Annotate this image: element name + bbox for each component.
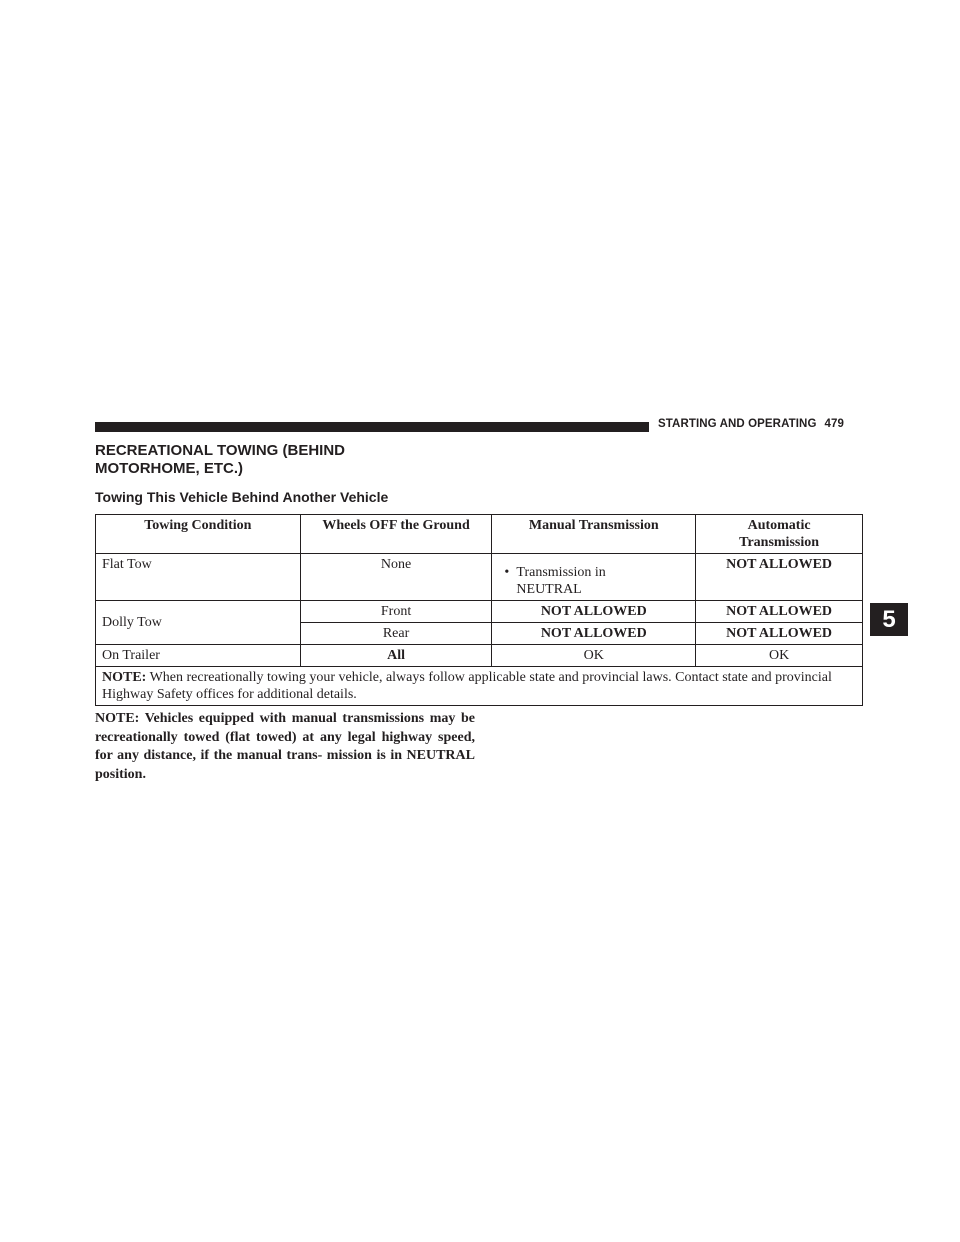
- cell-trailer-condition: On Trailer: [96, 645, 301, 667]
- subsection-title: Towing This Vehicle Behind Another Vehicle: [95, 489, 389, 505]
- table-note-label: NOTE:: [102, 670, 147, 685]
- running-header: [658, 418, 844, 430]
- section-title-line-2: MOTORHOME, ETC.): [95, 460, 244, 477]
- table-header-row: [96, 515, 863, 554]
- header-wheels-off-ground: Wheels OFF the Ground: [300, 515, 492, 554]
- cell-trailer-manual: OK: [492, 645, 696, 667]
- header-automatic-transmission: [696, 515, 863, 554]
- manual-transmission-note: NOTE: Vehicles equipped with manual transmissions may be recreationally towed (flat towed) at any legal highway speed, for any distance, if the manual trans- mission is in NEUTRAL position.: [95, 711, 475, 782]
- towing-table: [95, 514, 863, 706]
- header-automatic-line-1: Automatic: [747, 518, 811, 533]
- cell-table-note: [96, 667, 863, 706]
- table-note-text: When recreationally towing your vehicle, always follow applicable state and provincial laws. Contact state and provincial Highway Safety offices for additional details.: [102, 670, 832, 702]
- table-row-flat-tow: [96, 554, 863, 601]
- cell-dolly-rear-manual: NOT ALLOWED: [492, 623, 696, 645]
- header-towing-condition: Towing Condition: [96, 515, 301, 554]
- table-row-on-trailer: [96, 645, 863, 667]
- cell-trailer-automatic: OK: [696, 645, 863, 667]
- header-automatic-line-2: Transmission: [739, 535, 820, 550]
- cell-trailer-wheels: All: [300, 645, 492, 667]
- cell-dolly-rear-wheels: Rear: [300, 623, 492, 645]
- cell-dolly-front-automatic: NOT ALLOWED: [696, 601, 863, 623]
- cell-dolly-front-wheels: Front: [300, 601, 492, 623]
- table-row-note: [96, 667, 863, 706]
- bullet-icon: •: [504, 565, 510, 580]
- page-number: 479: [824, 418, 845, 430]
- flat-tow-manual-line-1: Transmission in: [516, 565, 606, 580]
- cell-flat-tow-manual: [492, 554, 696, 601]
- cell-dolly-tow-condition: Dolly Tow: [96, 601, 301, 645]
- cell-dolly-front-manual: NOT ALLOWED: [492, 601, 696, 623]
- header-section: STARTING AND OPERATING: [658, 418, 817, 430]
- cell-flat-tow-wheels: None: [300, 554, 492, 601]
- cell-flat-tow-condition: Flat Tow: [96, 554, 301, 601]
- section-title-line-1: RECREATIONAL TOWING (BEHIND: [95, 442, 345, 459]
- header-rule: [95, 422, 649, 432]
- table-row-dolly-tow-front: [96, 601, 863, 623]
- chapter-tab: 5: [870, 603, 908, 636]
- section-title: [95, 442, 345, 478]
- header-manual-transmission: Manual Transmission: [492, 515, 696, 554]
- cell-dolly-rear-automatic: NOT ALLOWED: [696, 623, 863, 645]
- cell-flat-tow-automatic: NOT ALLOWED: [696, 554, 863, 601]
- flat-tow-manual-line-2: NEUTRAL: [516, 582, 582, 597]
